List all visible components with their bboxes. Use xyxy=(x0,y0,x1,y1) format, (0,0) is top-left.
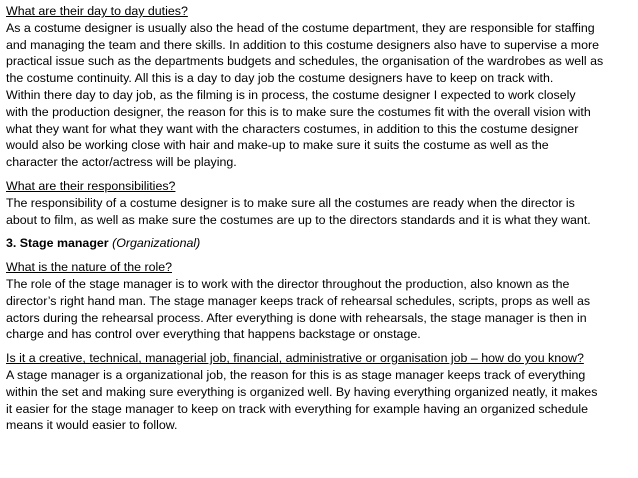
question-heading: What are their day to day duties? xyxy=(6,4,188,18)
question-heading: What are their responsibilities? xyxy=(6,178,176,193)
paragraph-spacer xyxy=(6,228,634,235)
section-job-type xyxy=(6,350,634,434)
section-day-to-day-duties xyxy=(6,3,634,171)
paragraph-line: The responsibility of a costume designer is to make sure all the costumes are ready when the director is xyxy=(6,195,575,210)
paragraph-line: charge and has control over everything that happens backstage or onstage. xyxy=(6,327,421,342)
role-title: 3. Stage manager xyxy=(6,236,109,251)
role-category: (Organizational) xyxy=(112,236,201,251)
paragraph-line: actors during the rehearsal process. After everything is done with rehearsals, the stage manager is then in xyxy=(6,310,587,325)
paragraph-line: A stage manager is a organizational job, the reason for this is as stage manager keeps track of everything xyxy=(6,367,586,382)
paragraph-line: would also be working close with hair and make-up to make sure it suits the costume as well as the xyxy=(6,138,549,153)
paragraph-line: the costume continuity. All this is a day to day job the costume designers have to keep on track with. xyxy=(6,71,554,86)
document-body xyxy=(6,3,634,434)
question-heading: What is the nature of the role? xyxy=(6,260,172,275)
paragraph-line: The role of the stage manager is to work with the director throughout the production, also known as the xyxy=(6,276,570,291)
paragraph-spacer xyxy=(6,171,634,178)
section-responsibilities xyxy=(6,178,634,228)
paragraph-line: it easier for the stage manager to keep on track with everything for example having an organized schedule xyxy=(6,401,589,416)
paragraph-line: director’s right hand man. The stage manager keeps track of rehearsal schedules, scripts, props as well as xyxy=(6,293,591,308)
paragraph-line: within the set and making sure everything is organized well. By having everything organized neatly, it makes xyxy=(6,384,598,399)
paragraph-line: As a costume designer is usually also the head of the costume department, they are responsible for staffing xyxy=(6,20,595,35)
paragraph-line: with the production designer, the reason for this is to make sure the costumes fit with the overall vision with xyxy=(6,104,591,119)
paragraph-line: Within there day to day job, as the filming is in process, the costume designer I expected to work closely xyxy=(6,87,576,102)
role-heading xyxy=(6,235,634,252)
paragraph-line: practical issue such as the departments budgets and schedules, the organisation of the wardrobes as well as xyxy=(6,54,604,69)
paragraph-line: about to film, as well as make sure the costumes are up to the directors standards and it is what they want. xyxy=(6,212,591,227)
paragraph-line: what they want for what they want with the characters costumes, in addition to this the costume designer xyxy=(6,121,579,136)
paragraph-line: and managing the team and there skills. In addition to this costume designers also have to supervise a more xyxy=(6,37,600,52)
paragraph-spacer xyxy=(6,343,634,350)
paragraph-line: character the actor/actress will be playing. xyxy=(6,155,237,170)
paragraph-spacer xyxy=(6,252,634,259)
paragraph-line: means it would easier to follow. xyxy=(6,418,178,433)
question-heading: Is it a creative, technical, managerial job, financial, administrative or organisation job – how do you know? xyxy=(6,351,584,366)
section-nature-of-role xyxy=(6,259,634,343)
